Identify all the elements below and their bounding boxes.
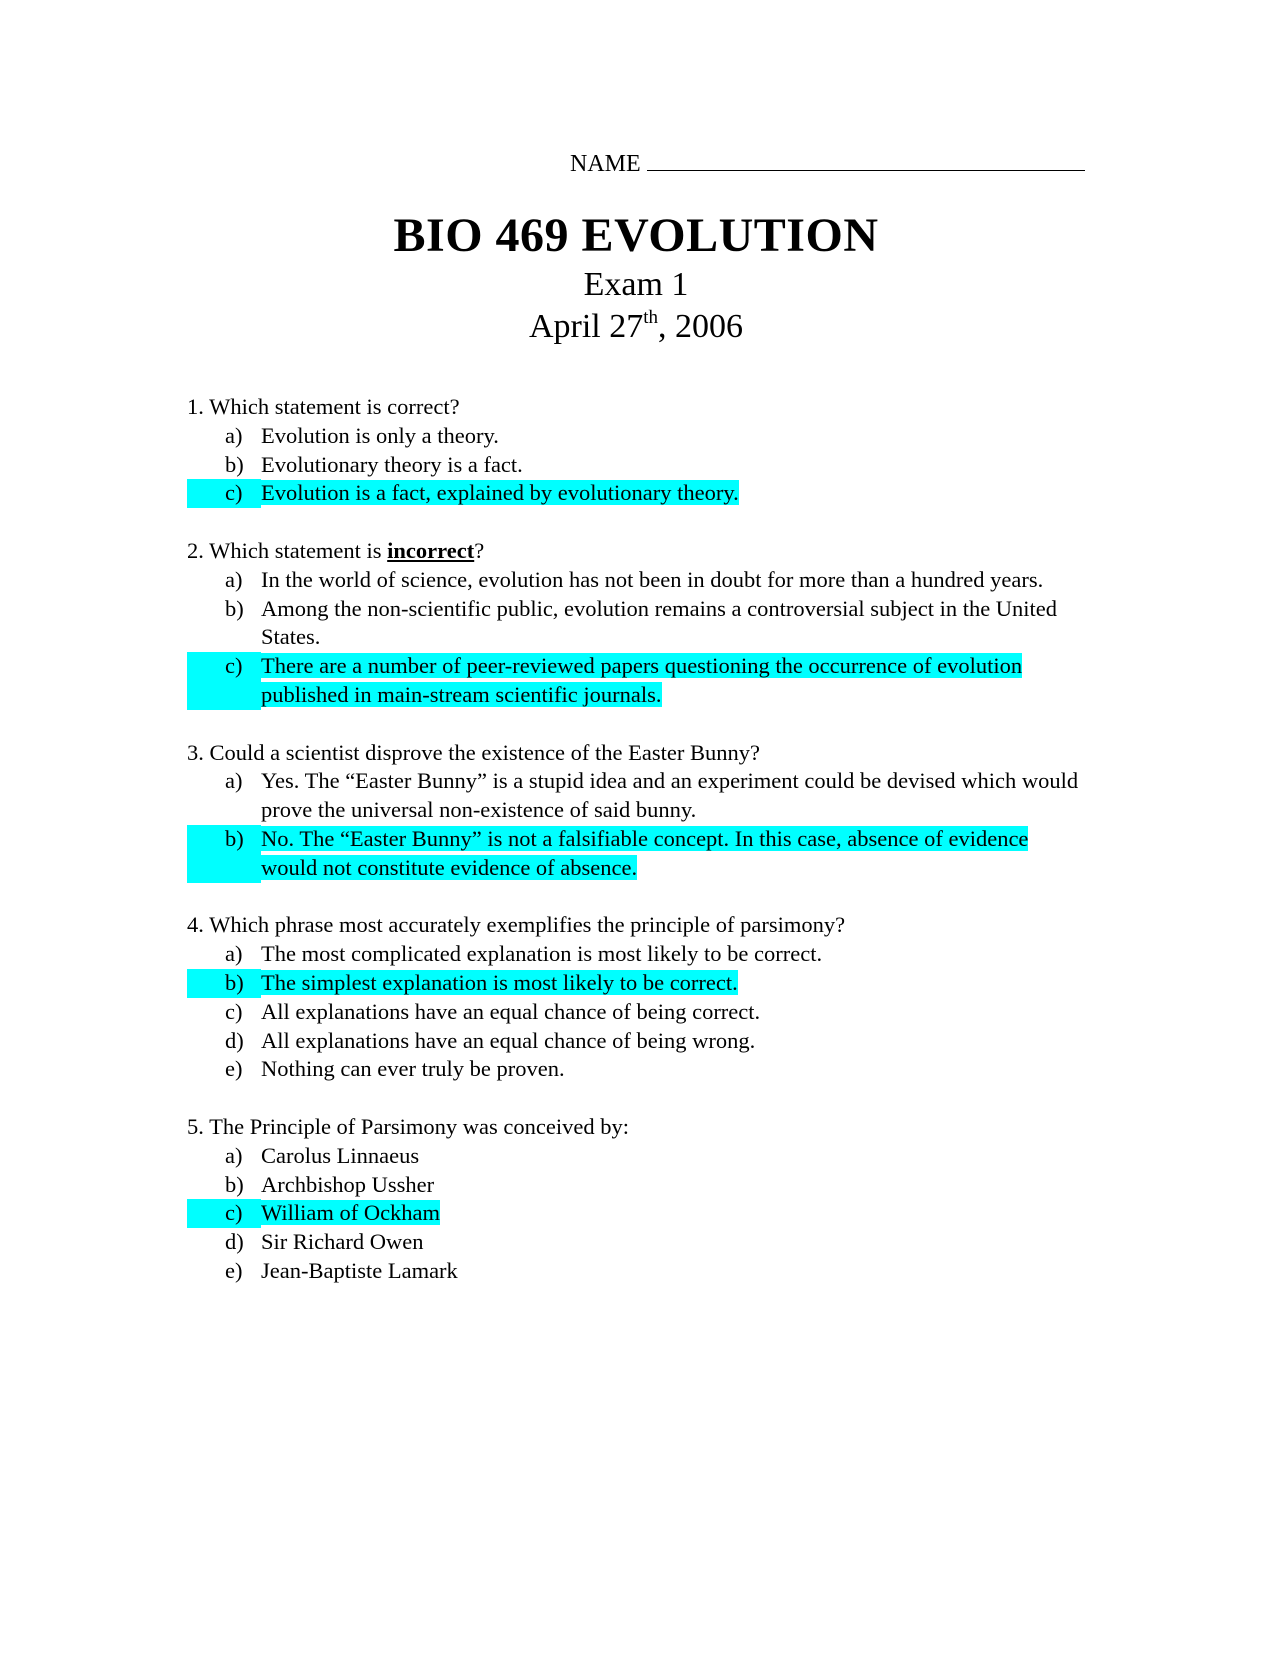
option-letter: c) [187, 1199, 261, 1228]
option-text: Among the non-scientific public, evolution remains a controversial subject in the United States. [261, 595, 1058, 650]
question-stem [187, 739, 1087, 768]
date-ordinal: th [643, 306, 659, 328]
question-text: Which phrase most accurately exemplifies the principle of parsimony? [209, 912, 846, 938]
question-number: 2. [187, 537, 204, 563]
option-e[interactable] [187, 1257, 1087, 1286]
highlighted-answer: Evolution is a fact, explained by evolutionary theory. [261, 480, 739, 506]
date-year: , 2006 [658, 308, 744, 345]
option-a[interactable] [187, 566, 1087, 595]
question-text: The Principle of Parsimony was conceived by: [209, 1113, 629, 1139]
date-prefix: April 27 [528, 308, 644, 345]
option-text: Sir Richard Owen [261, 1229, 424, 1255]
option-text: Archbishop Ussher [261, 1171, 435, 1197]
option-letter: b) [225, 595, 244, 621]
option-b[interactable] [187, 595, 1087, 653]
question-number: 5. [187, 1113, 204, 1139]
option-list [187, 940, 1087, 1084]
option-a[interactable] [187, 1142, 1087, 1171]
question-2 [187, 537, 1087, 710]
option-text: All explanations have an equal chance of being correct. [261, 998, 761, 1024]
option-letter: a) [225, 422, 243, 448]
option-b-highlighted[interactable] [187, 825, 1087, 883]
option-text: Carolus Linnaeus [261, 1142, 420, 1168]
option-text: In the world of science, evolution has not been in doubt for more than a hundred years. [261, 566, 1044, 592]
option-text [261, 825, 1087, 883]
exam-title-block [0, 208, 1280, 348]
option-b[interactable] [187, 451, 1087, 480]
question-4 [187, 911, 1087, 1084]
option-list [187, 566, 1087, 710]
question-emphasis: incorrect [387, 537, 475, 563]
option-c-highlighted[interactable] [187, 479, 1087, 508]
highlighted-answer: There are a number of peer-reviewed papers questioning the occurrence of evolution published in main-stream scientific journals. [261, 653, 1023, 707]
question-text: Which statement is [209, 537, 388, 563]
name-blank[interactable] [647, 150, 1085, 171]
option-d[interactable] [187, 1027, 1087, 1056]
option-d[interactable] [187, 1228, 1087, 1257]
option-letter: b) [225, 1171, 244, 1197]
question-3 [187, 739, 1087, 883]
highlighted-answer: No. The “Easter Bunny” is not a falsifiable concept. In this case, absence of evidence would not constitute evidence of absence. [261, 825, 1029, 880]
option-letter: b) [187, 969, 261, 998]
question-5 [187, 1113, 1087, 1286]
question-text: Could a scientist disprove the existence of the Easter Bunny? [209, 739, 760, 765]
exam-number: Exam 1 [583, 266, 689, 303]
option-text [261, 479, 1087, 508]
option-text: Nothing can ever truly be proven. [261, 1056, 565, 1082]
option-c-highlighted[interactable] [187, 1199, 1087, 1228]
question-number: 1. [187, 394, 204, 419]
option-letter: a) [225, 566, 243, 592]
question-stem [187, 537, 1087, 566]
option-text: Evolutionary theory is a fact. [261, 451, 523, 477]
option-text: Yes. The “Easter Bunny” is a stupid idea and an experiment could be devised which would prove the universal non-existence of said bunny. [261, 768, 1079, 823]
option-a[interactable] [187, 422, 1087, 451]
exam-date [0, 306, 1276, 348]
option-letter: a) [225, 941, 243, 967]
option-letter [187, 479, 261, 508]
option-letter: e) [225, 1257, 243, 1283]
option-a[interactable] [187, 940, 1087, 969]
option-letter-text: c) [225, 480, 243, 506]
option-text: All explanations have an equal chance of being wrong. [261, 1027, 756, 1053]
option-c-highlighted[interactable] [187, 652, 1087, 710]
option-text: The most complicated explanation is most likely to be correct. [261, 941, 823, 967]
question-stem [187, 393, 1087, 422]
option-letter: a) [225, 1142, 243, 1168]
option-letter: a) [225, 768, 243, 794]
option-letter: b) [187, 825, 261, 883]
option-letter: d) [225, 1229, 244, 1255]
option-a[interactable] [187, 767, 1087, 825]
option-list [187, 1142, 1087, 1286]
option-letter: b) [225, 451, 244, 477]
highlighted-answer: The simplest explanation is most likely to be correct. [261, 969, 738, 995]
option-text: Evolution is only a theory. [261, 422, 499, 448]
option-letter: c) [187, 652, 261, 710]
question-text-end: ? [474, 537, 485, 563]
question-stem [187, 1113, 1087, 1142]
option-c[interactable] [187, 998, 1087, 1027]
question-1 [187, 393, 1087, 508]
question-stem [187, 911, 1087, 940]
option-letter: c) [225, 998, 243, 1024]
name-field-line [570, 150, 1085, 178]
name-label: NAME [570, 151, 641, 177]
option-text [261, 652, 1087, 710]
option-e[interactable] [187, 1055, 1087, 1084]
option-letter: e) [225, 1056, 243, 1082]
option-text [261, 969, 1087, 998]
option-text [261, 1199, 1087, 1228]
course-title: BIO 469 EVOLUTION [393, 209, 879, 262]
question-list [187, 393, 1087, 1315]
option-b-highlighted[interactable] [187, 969, 1087, 998]
option-text: Jean-Baptiste Lamark [261, 1257, 458, 1283]
highlighted-answer: William of Ockham [261, 1200, 441, 1226]
option-list [187, 767, 1087, 882]
question-number: 3. [187, 739, 204, 765]
option-letter: d) [225, 1027, 244, 1053]
option-list [187, 422, 1087, 508]
option-b[interactable] [187, 1171, 1087, 1200]
question-number: 4. [187, 912, 204, 938]
question-text: Which statement is correct? [209, 394, 460, 419]
